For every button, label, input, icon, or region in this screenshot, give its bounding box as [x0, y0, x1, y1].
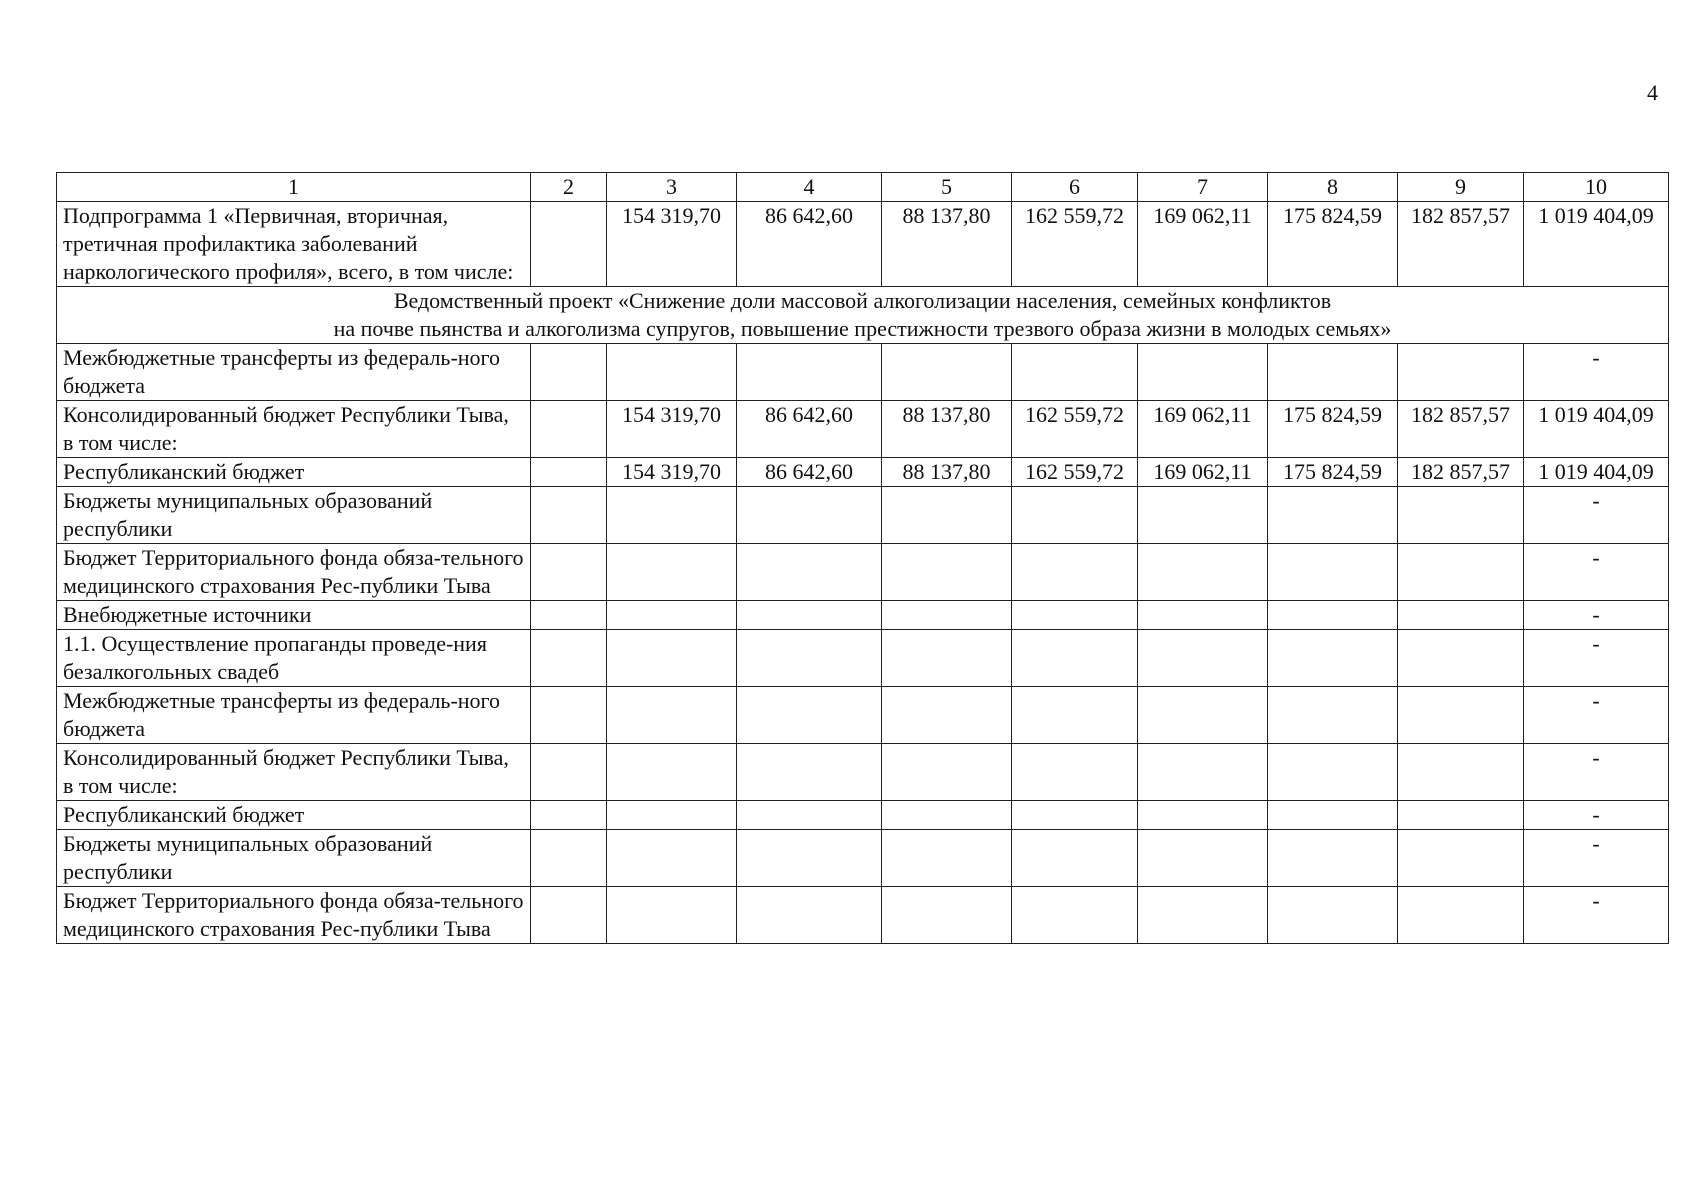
- value-cell: 162 559,72: [1012, 458, 1138, 487]
- value-cell: [1138, 687, 1268, 744]
- value-cell: 88 137,80: [882, 202, 1012, 287]
- value-cell: [1398, 544, 1524, 601]
- table-row: [57, 601, 1669, 630]
- value-cell: [1138, 487, 1268, 544]
- column-number: 3: [607, 173, 737, 202]
- value-cell: [1012, 544, 1138, 601]
- value-cell: [1138, 830, 1268, 887]
- value-cell: [1138, 630, 1268, 687]
- value-cell: -: [1524, 544, 1669, 601]
- value-cell: [607, 544, 737, 601]
- value-cell: [882, 487, 1012, 544]
- value-cell: [1398, 887, 1524, 944]
- value-cell: -: [1524, 487, 1669, 544]
- table-row: [57, 544, 1669, 601]
- table-row: [57, 487, 1669, 544]
- budget-table: [56, 172, 1669, 944]
- value-cell: 154 319,70: [607, 202, 737, 287]
- table-row: [57, 202, 1669, 287]
- column-number: 1: [57, 173, 531, 202]
- value-cell: [737, 544, 882, 601]
- value-cell: [1268, 544, 1398, 601]
- column-number: 6: [1012, 173, 1138, 202]
- value-cell: [882, 544, 1012, 601]
- value-cell: [531, 344, 607, 401]
- value-cell: [531, 801, 607, 830]
- value-cell: [531, 687, 607, 744]
- row-label: Межбюджетные трансферты из федераль-ного бюджета: [57, 687, 531, 744]
- row-label: Консолидированный бюджет Республики Тыва, в том числе:: [57, 401, 531, 458]
- value-cell: [531, 401, 607, 458]
- value-cell: [1012, 801, 1138, 830]
- value-cell: 169 062,11: [1138, 401, 1268, 458]
- value-cell: 1 019 404,09: [1524, 401, 1669, 458]
- row-label: Подпрограмма 1 «Первичная, вторичная, третичная профилактика заболеваний наркологического профиля», всего, в том числе:: [57, 202, 531, 287]
- value-cell: 162 559,72: [1012, 401, 1138, 458]
- value-cell: [1268, 687, 1398, 744]
- value-cell: [1268, 744, 1398, 801]
- value-cell: [882, 830, 1012, 887]
- value-cell: [737, 887, 882, 944]
- value-cell: [1398, 801, 1524, 830]
- value-cell: [1398, 687, 1524, 744]
- row-label: Консолидированный бюджет Республики Тыва, в том числе:: [57, 744, 531, 801]
- value-cell: [1268, 487, 1398, 544]
- row-label: Бюджеты муниципальных образований республики: [57, 487, 531, 544]
- page-number: 4: [1647, 80, 1658, 105]
- value-cell: 182 857,57: [1398, 458, 1524, 487]
- table-row: [57, 630, 1669, 687]
- value-cell: [531, 744, 607, 801]
- column-number: 4: [737, 173, 882, 202]
- value-cell: [607, 744, 737, 801]
- value-cell: 1 019 404,09: [1524, 202, 1669, 287]
- value-cell: [882, 630, 1012, 687]
- value-cell: [1398, 630, 1524, 687]
- value-cell: [1138, 344, 1268, 401]
- table-row: [57, 687, 1669, 744]
- value-cell: [1398, 830, 1524, 887]
- value-cell: 175 824,59: [1268, 202, 1398, 287]
- column-number: 5: [882, 173, 1012, 202]
- value-cell: [882, 801, 1012, 830]
- table-row: [57, 344, 1669, 401]
- row-label: Бюджет Территориального фонда обяза-тельного медицинского страхования Рес-публики Тыва: [57, 887, 531, 944]
- value-cell: [737, 687, 882, 744]
- value-cell: [531, 202, 607, 287]
- value-cell: [737, 344, 882, 401]
- value-cell: [531, 887, 607, 944]
- value-cell: 154 319,70: [607, 401, 737, 458]
- value-cell: -: [1524, 601, 1669, 630]
- column-number-row: [57, 173, 1669, 202]
- row-label: 1.1. Осуществление пропаганды проведе-ния безалкогольных свадеб: [57, 630, 531, 687]
- value-cell: [1012, 344, 1138, 401]
- value-cell: [1268, 887, 1398, 944]
- value-cell: [1268, 344, 1398, 401]
- value-cell: [607, 687, 737, 744]
- value-cell: [737, 601, 882, 630]
- value-cell: 169 062,11: [1138, 458, 1268, 487]
- value-cell: 1 019 404,09: [1524, 458, 1669, 487]
- value-cell: [1268, 601, 1398, 630]
- value-cell: [607, 887, 737, 944]
- value-cell: [1012, 744, 1138, 801]
- value-cell: [1138, 744, 1268, 801]
- value-cell: [1012, 601, 1138, 630]
- value-cell: [882, 744, 1012, 801]
- table-row: [57, 830, 1669, 887]
- value-cell: 88 137,80: [882, 458, 1012, 487]
- value-cell: [882, 887, 1012, 944]
- row-label: Республиканский бюджет: [57, 801, 531, 830]
- row-label: Внебюджетные источники: [57, 601, 531, 630]
- value-cell: [882, 344, 1012, 401]
- column-number: 8: [1268, 173, 1398, 202]
- value-cell: [531, 830, 607, 887]
- value-cell: [1268, 830, 1398, 887]
- value-cell: [531, 458, 607, 487]
- value-cell: [607, 487, 737, 544]
- project-heading-line: на почве пьянства и алкоголизма супругов, повышение престижности трезвого образа жизни в молодых семьях»: [333, 316, 1392, 341]
- value-cell: 86 642,60: [737, 401, 882, 458]
- value-cell: [531, 601, 607, 630]
- value-cell: 86 642,60: [737, 202, 882, 287]
- value-cell: 86 642,60: [737, 458, 882, 487]
- value-cell: 175 824,59: [1268, 458, 1398, 487]
- project-heading-line: Ведомственный проект «Снижение доли массовой алкоголизации населения, семейных конфликтов: [393, 288, 1332, 313]
- column-number: 10: [1524, 173, 1669, 202]
- value-cell: [737, 487, 882, 544]
- value-cell: -: [1524, 887, 1669, 944]
- value-cell: 88 137,80: [882, 401, 1012, 458]
- value-cell: [531, 544, 607, 601]
- value-cell: -: [1524, 630, 1669, 687]
- column-number: 2: [531, 173, 607, 202]
- value-cell: [882, 601, 1012, 630]
- value-cell: [1398, 601, 1524, 630]
- project-heading-row: [57, 287, 1669, 344]
- table-row: [57, 458, 1669, 487]
- value-cell: -: [1524, 801, 1669, 830]
- value-cell: [1012, 487, 1138, 544]
- value-cell: [531, 630, 607, 687]
- value-cell: [1012, 887, 1138, 944]
- column-number: 7: [1138, 173, 1268, 202]
- value-cell: [531, 487, 607, 544]
- value-cell: [607, 801, 737, 830]
- value-cell: -: [1524, 687, 1669, 744]
- project-heading: [57, 287, 1669, 344]
- row-label: Бюджеты муниципальных образований республики: [57, 830, 531, 887]
- value-cell: [737, 744, 882, 801]
- table-body: [57, 202, 1669, 944]
- value-cell: [1012, 630, 1138, 687]
- value-cell: [1268, 801, 1398, 830]
- value-cell: 162 559,72: [1012, 202, 1138, 287]
- value-cell: [1012, 830, 1138, 887]
- table-row: [57, 744, 1669, 801]
- value-cell: 182 857,57: [1398, 202, 1524, 287]
- value-cell: [607, 344, 737, 401]
- value-cell: [1268, 630, 1398, 687]
- value-cell: 169 062,11: [1138, 202, 1268, 287]
- value-cell: [607, 830, 737, 887]
- value-cell: [1398, 487, 1524, 544]
- value-cell: [1138, 801, 1268, 830]
- value-cell: [1398, 744, 1524, 801]
- value-cell: [882, 687, 1012, 744]
- value-cell: -: [1524, 344, 1669, 401]
- value-cell: [1138, 887, 1268, 944]
- value-cell: [737, 830, 882, 887]
- value-cell: 182 857,57: [1398, 401, 1524, 458]
- row-label: Республиканский бюджет: [57, 458, 531, 487]
- value-cell: 154 319,70: [607, 458, 737, 487]
- value-cell: [607, 601, 737, 630]
- table-row: [57, 801, 1669, 830]
- value-cell: [1138, 544, 1268, 601]
- value-cell: -: [1524, 830, 1669, 887]
- value-cell: [737, 801, 882, 830]
- value-cell: [1012, 687, 1138, 744]
- value-cell: [1398, 344, 1524, 401]
- value-cell: [1138, 601, 1268, 630]
- column-number: 9: [1398, 173, 1524, 202]
- table-row: [57, 887, 1669, 944]
- table-row: [57, 401, 1669, 458]
- row-label: Межбюджетные трансферты из федераль-ного бюджета: [57, 344, 531, 401]
- value-cell: -: [1524, 744, 1669, 801]
- row-label: Бюджет Территориального фонда обяза-тельного медицинского страхования Рес-публики Тыва: [57, 544, 531, 601]
- value-cell: [737, 630, 882, 687]
- value-cell: [607, 630, 737, 687]
- value-cell: 175 824,59: [1268, 401, 1398, 458]
